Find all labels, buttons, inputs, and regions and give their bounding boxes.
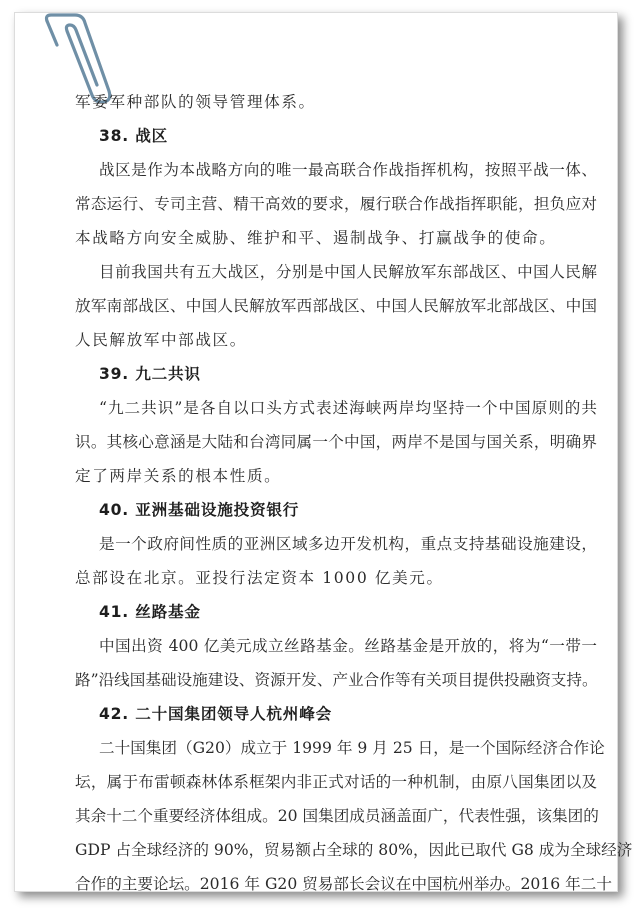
text-line: 识。其核心意涵是大陆和台湾同属一个中国，两岸不是国与国关系，明确界	[75, 433, 597, 451]
text-line: 常态运行、专司主营、精干高效的要求，履行联合作战指挥职能，担负应对	[75, 195, 597, 213]
text-line: 坛，属于布雷顿森林体系框架内非正式对话的一种机制，由原八国集团以及	[75, 773, 597, 791]
text-line: 路”沿线国基础设施建设、资源开发、产业合作等有关项目提供投融资支持。	[75, 671, 598, 689]
section-heading-38: 38. 战区	[99, 127, 169, 145]
text-line: 人民解放军中部战区。	[75, 331, 247, 349]
text-line: 本战略方向安全威胁、维护和平、遏制战争、打赢战争的使命。	[75, 229, 557, 247]
section-heading-41: 41. 丝路基金	[99, 603, 201, 621]
text-line: 中国出资 400 亿美元成立丝路基金。丝路基金是开放的，将为“一带一	[99, 637, 597, 655]
text-line: 合作的主要论坛。2016 年 G20 贸易部长会议在中国杭州举办。2016 年二十	[75, 875, 612, 893]
text-line: GDP 占全球经济的 90%，贸易额占全球的 80%，因此已取代 G8 成为全球经济	[75, 841, 633, 859]
text-line: 二十国集团（G20）成立于 1999 年 9 月 25 日，是一个国际经济合作论	[99, 739, 605, 757]
text-line: 定了两岸关系的根本性质。	[75, 467, 282, 485]
section-heading-39: 39. 九二共识	[99, 365, 201, 383]
text-line: 目前我国共有五大战区，分别是中国人民解放军东部战区、中国人民解	[99, 263, 597, 281]
section-heading-40: 40. 亚洲基础设施投资银行	[99, 501, 300, 519]
text-line: 战区是作为本战略方向的唯一最高联合作战指挥机构，按照平战一体、	[99, 161, 597, 179]
text-line: 放军南部战区、中国人民解放军西部战区、中国人民解放军北部战区、中国	[75, 297, 597, 315]
document-page	[14, 12, 633, 893]
text-line: “九二共识”是各自以口头方式表述海峡两岸均坚持一个中国原则的共	[99, 399, 597, 417]
text-line: 军委军种部队的领导管理体系。	[75, 93, 316, 111]
section-heading-42: 42. 二十国集团领导人杭州峰会	[99, 705, 332, 723]
text-line: 总部设在北京。亚投行法定资本 1000 亿美元。	[75, 569, 444, 587]
text-line: 其余十二个重要经济体组成。20 国集团成员涵盖面广，代表性强，该集团的	[75, 807, 599, 825]
text-line: 是一个政府间性质的亚洲区域多边开发机构，重点支持基础设施建设，	[99, 535, 597, 553]
